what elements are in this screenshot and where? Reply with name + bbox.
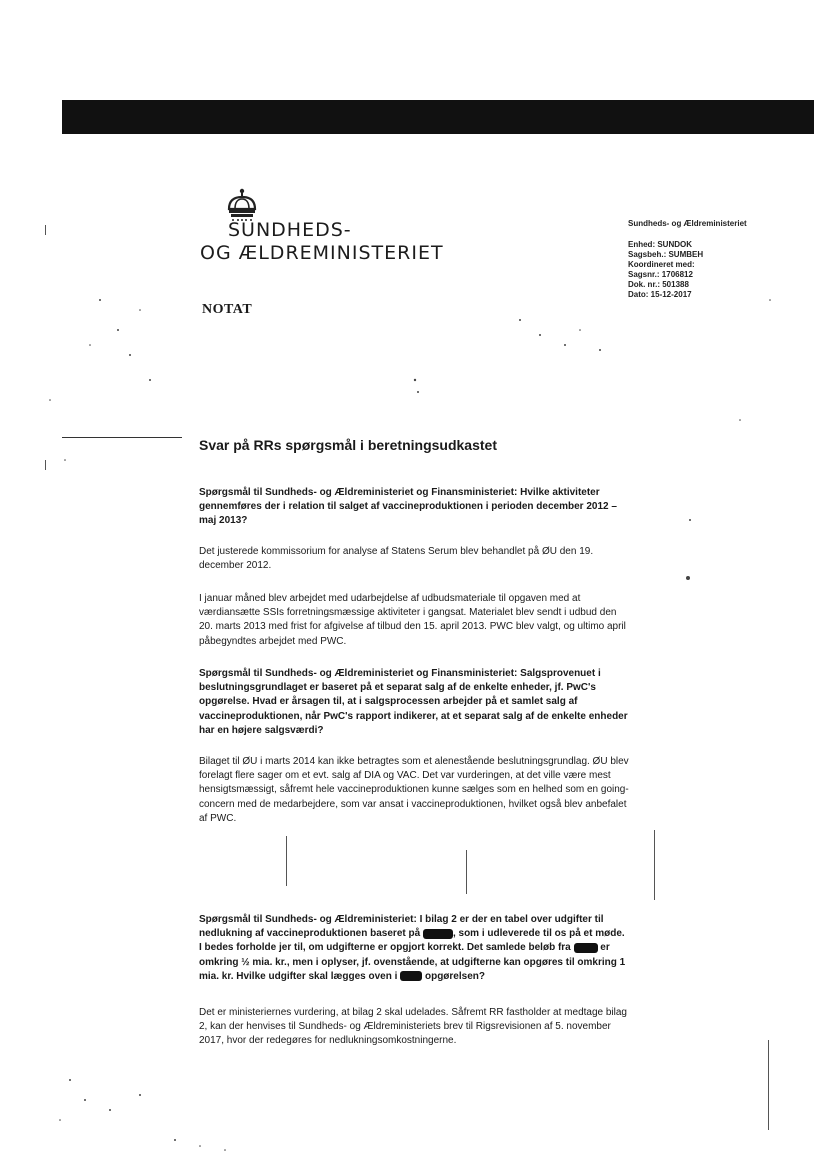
- scan-line: [466, 850, 467, 894]
- meta-date: Dato: 15-12-2017: [628, 290, 692, 299]
- logo-line-2: OG ÆLDREMINISTERIET: [200, 242, 444, 264]
- redaction-block: [574, 943, 598, 953]
- answer-1b: I januar måned blev arbejdet med udarbejdelse af udbudsmateriale til opgaven med at værdiansætte SSIs forretningsmæssige aktiviteter i gangsat. Materialet blev sendt i udbud den 20. marts 2013 med frist for afgivelse af tilbud den 15. april 2013. PWC blev valgt, og ultimo april påbegyndtes arbejdet med PWC.: [199, 593, 626, 647]
- scan-line: [654, 830, 655, 900]
- meta-ministry: Sundheds- og Ældreministeriet: [628, 219, 747, 228]
- top-black-bar: [62, 100, 814, 134]
- question-3-part-1: Spørgsmål til Sundheds- og Ældreministeriet: I bilag 2 er der en tabel over udgifter til nedlukning af vaccineproduktionen baseret på: [199, 914, 604, 940]
- redaction-block: [423, 929, 453, 939]
- question-3-part-3: er omkring ½ mia. kr., men i oplyser, jf. ovenstående, at udgifterne kan opgøres til omkring 1 mia. kr. Hvilke udgifter skal lægges oven i: [199, 942, 626, 982]
- answer-3: Det er ministeriernes vurdering, at bilag 2 skal udelades. Såfremt RR fastholder at medtage bilag 2, kan der henvises til Sundheds- og Ældreministeriets brev til Rigsrevisionen af 5. november 2017, hvor der redegøres for nedlukningsomkostningerne.: [199, 1007, 627, 1047]
- logo-line-1: SUNDHEDS-: [228, 219, 352, 241]
- meta-unit: Enhed: SUNDOK: [628, 240, 692, 249]
- answer-1a: Det justerede kommissorium for analyse af Statens Serum blev behandlet på ØU den 19. december 2012.: [199, 546, 594, 572]
- question-3-part-2: , som i udleverede til os på et møde. I bedes forholde jer til, om udgifterne er opgjort korrekt. Det samlede beløb fra: [199, 928, 625, 954]
- margin-line: [62, 437, 182, 438]
- meta-case-handler: Sagsbeh.: SUMBEH: [628, 250, 704, 259]
- document-metadata: [628, 219, 747, 300]
- meta-doc-number: Dok. nr.: 501388: [628, 280, 689, 289]
- answer-2: Bilaget til ØU i marts 2014 kan ikke betragtes som et alenestående beslutningsgrundlag. ØU blev forelagt flere sager om et evt. salg af DIA og VAC. Det var vurderingen, at det ville være mest hensigtsmæssigt, såfremt hele vaccineproduktionen kunne sælges som en helhed som en going-concern med de medarbejdere, som var ansat i vaccineproduktionen, hvilket også blev anbefalet af PWC.: [199, 756, 629, 824]
- question-3-part-4: opgørelsen?: [424, 970, 485, 982]
- scan-line: [286, 836, 287, 886]
- ministry-logo: [200, 219, 444, 265]
- document-type: NOTAT: [202, 302, 253, 317]
- page-title: Svar på RRs spørgsmål i beretningsudkastet: [199, 437, 497, 453]
- crown-icon: [224, 187, 260, 223]
- meta-coordinated: Koordineret med:: [628, 260, 695, 269]
- question-2: Spørgsmål til Sundheds- og Ældreministeriet og Finansministeriet: Salgsprovenuet i beslutningsgrundlaget er baseret på et separat salg af de enkelte enheder, jf. PwC's opgørelse. Hvad er årsagen til, at i salgsprocessen arbejder på et samlet salg af vaccineproduktionen, når PwC's rapport indikerer, at et separat salg af de enkelte enheder har en højere salgsværdi?: [199, 668, 628, 736]
- question-3: [199, 913, 629, 984]
- scan-line: [768, 1040, 769, 1130]
- redaction-block: [400, 971, 422, 981]
- meta-case-number: Sagsnr.: 1706812: [628, 270, 693, 279]
- question-1: Spørgsmål til Sundheds- og Ældreministeriet og Finansministeriet: Hvilke aktiviteter gennemføres der i relation til salget af vaccineproduktionen i perioden december 2012 – maj 2013?: [199, 487, 617, 527]
